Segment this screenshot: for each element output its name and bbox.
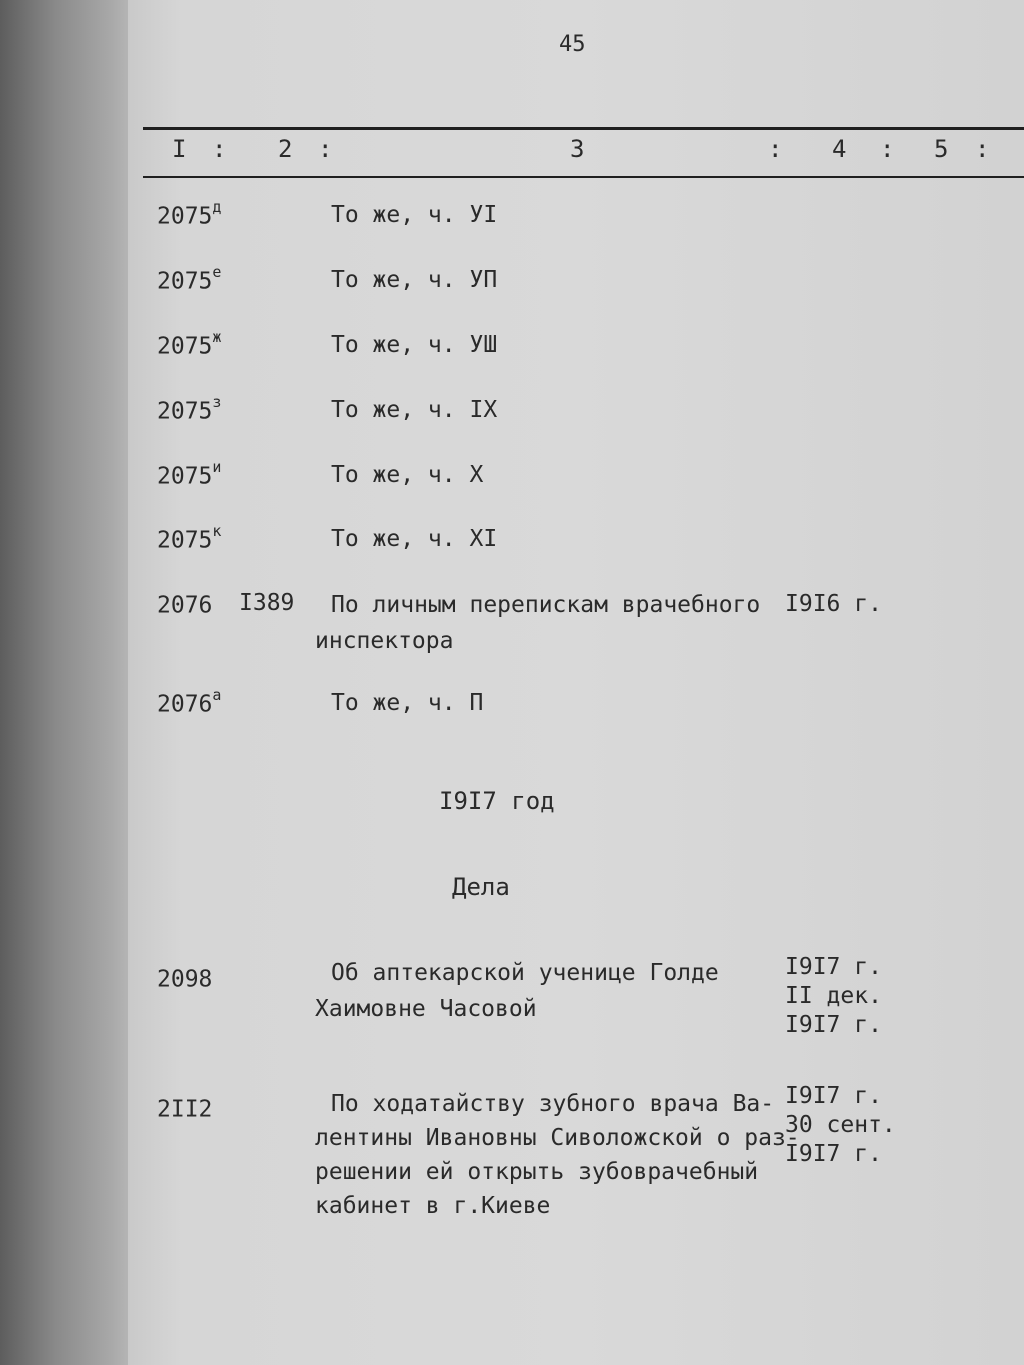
section-year-heading: I9I7 год [439,787,555,815]
table-top-rule [143,127,1024,130]
entry-number: 2II2 [157,1096,213,1123]
column-header-1: I [172,135,187,163]
column-header-5: 5 [934,135,949,163]
entry-date: I9I7 г. II дек. I9I7 г. [785,954,882,1038]
entry-date: I9I7 г. 30 сент. I9I7 г. [785,1083,896,1167]
entry-number: 2098 [157,966,213,993]
entry-number: $2075^е$ [157,263,222,295]
section-subheading: Дела [452,873,510,901]
entry-description: То же, ч. УП [331,267,498,293]
binding-shadow [0,0,140,1365]
entry-number: $2075^ж$ [157,328,222,360]
table-header-rule [143,176,1024,178]
entry-number: $2076^а$ [157,686,222,718]
column-separator: : [768,135,783,163]
column-header-4: 4 [832,135,847,163]
entry-description: Об аптекарской ученице Голде Хаимовне Часовой [315,960,719,1022]
entry-number: $2075^и$ [157,458,222,490]
column-separator: : [318,135,333,163]
entry-description: То же, ч. УШ [331,332,498,358]
entry-description: По личным перепискам врачебного инспектора [315,592,761,654]
column-separator: : [975,135,990,163]
column-header-3: 3 [570,135,585,163]
entry-number: $2075^к$ [157,522,222,554]
entry-number: $2075^д$ [157,198,222,230]
entry-description: То же, ч. УI [331,202,498,228]
entry-description: То же, ч. X [331,462,484,488]
entry-description: По ходатайству зубного врача Ва- лентины Ивановны Сиволожской о раз- решении ей открыть зубоврачебный кабинет в г.Киеве [315,1091,800,1219]
page-number: 45 [559,32,586,57]
column-header-2: 2 [278,135,293,163]
column-separator: : [880,135,895,163]
column-separator: : [212,135,227,163]
entry-description: То же, ч. П [331,690,484,716]
entry-description: То же, ч. IX [331,397,498,423]
entry-old-number: I389 [239,590,295,616]
entry-number: $2075^з$ [157,393,222,425]
entry-description: То же, ч. XI [331,526,498,552]
entry-number: 2076 [157,592,213,619]
entry-date: I9I6 г. [785,591,882,617]
